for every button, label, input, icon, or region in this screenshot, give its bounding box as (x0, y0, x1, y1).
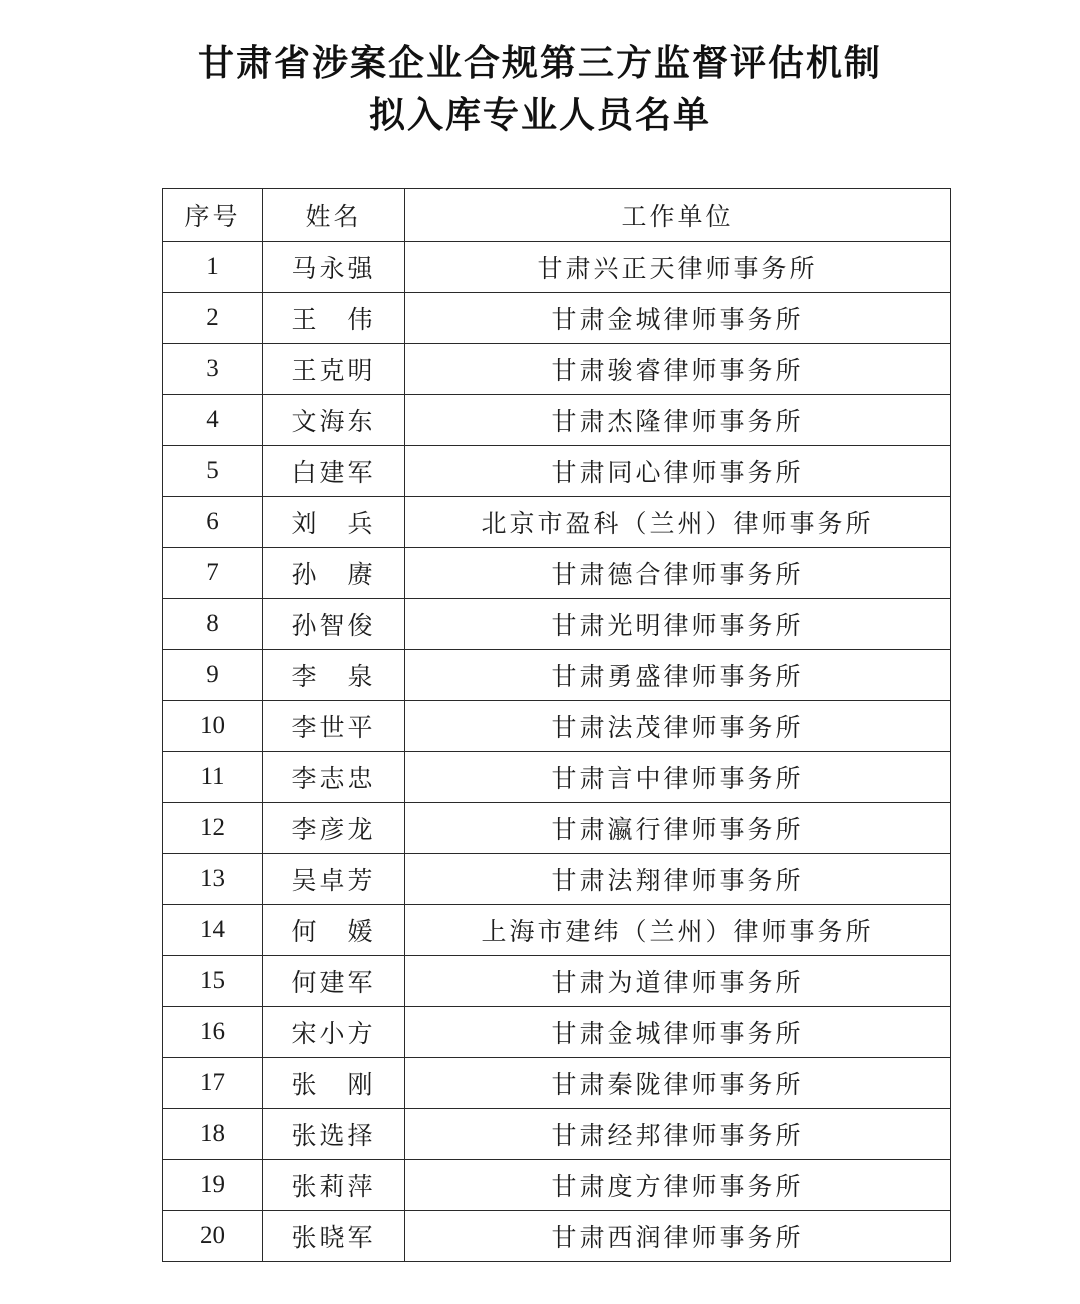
serial-number-cell: 4 (163, 395, 263, 446)
table-row (163, 446, 951, 497)
work-unit-cell: 甘肃德合律师事务所 (405, 548, 951, 599)
work-unit-cell: 北京市盈科（兰州）律师事务所 (405, 497, 951, 548)
document-subtitle: 拟入库专业人员名单 (368, 95, 711, 136)
name-cell: 李彦龙 (263, 803, 405, 854)
table-header-row (163, 189, 951, 242)
serial-number-cell: 12 (163, 803, 263, 854)
serial-number-cell: 7 (163, 548, 263, 599)
name-cell: 孙 赓 (263, 548, 405, 599)
name-cell: 王 伟 (263, 293, 405, 344)
work-unit-cell: 甘肃为道律师事务所 (405, 956, 951, 1007)
serial-number-cell: 3 (163, 344, 263, 395)
name-cell: 孙智俊 (263, 599, 405, 650)
table-row (163, 803, 951, 854)
table-row (163, 752, 951, 803)
table-row (163, 1058, 951, 1109)
table-row (163, 650, 951, 701)
serial-number-cell: 20 (163, 1211, 263, 1262)
work-unit-cell: 甘肃秦陇律师事务所 (405, 1058, 951, 1109)
name-cell: 何 媛 (263, 905, 405, 956)
serial-number-cell: 16 (163, 1007, 263, 1058)
name-cell: 李世平 (263, 701, 405, 752)
table-row (163, 854, 951, 905)
serial-number-cell: 10 (163, 701, 263, 752)
name-cell: 李志忠 (263, 752, 405, 803)
name-cell: 张选择 (263, 1109, 405, 1160)
serial-number-cell: 19 (163, 1160, 263, 1211)
name-cell: 白建军 (263, 446, 405, 497)
work-unit-cell: 甘肃瀛行律师事务所 (405, 803, 951, 854)
name-cell: 文海东 (263, 395, 405, 446)
work-unit-cell: 甘肃西润律师事务所 (405, 1211, 951, 1262)
name-cell: 张晓军 (263, 1211, 405, 1262)
work-unit-cell: 甘肃骏睿律师事务所 (405, 344, 951, 395)
header-name: 姓名 (263, 189, 405, 242)
serial-number-cell: 5 (163, 446, 263, 497)
work-unit-cell: 甘肃杰隆律师事务所 (405, 395, 951, 446)
serial-number-cell: 13 (163, 854, 263, 905)
serial-number-cell: 8 (163, 599, 263, 650)
name-cell: 王克明 (263, 344, 405, 395)
work-unit-cell: 甘肃兴正天律师事务所 (405, 242, 951, 293)
serial-number-cell: 2 (163, 293, 263, 344)
work-unit-cell: 甘肃法翔律师事务所 (405, 854, 951, 905)
work-unit-cell: 甘肃度方律师事务所 (405, 1160, 951, 1211)
table-row (163, 1109, 951, 1160)
work-unit-cell: 甘肃同心律师事务所 (405, 446, 951, 497)
work-unit-cell: 甘肃言中律师事务所 (405, 752, 951, 803)
table-body (163, 242, 951, 1262)
header-work-unit: 工作单位 (405, 189, 951, 242)
work-unit-cell: 上海市建纬（兰州）律师事务所 (405, 905, 951, 956)
name-cell: 吴卓芳 (263, 854, 405, 905)
name-cell: 宋小方 (263, 1007, 405, 1058)
work-unit-cell: 甘肃金城律师事务所 (405, 293, 951, 344)
document-title: 甘肃省涉案企业合规第三方监督评估机制 (197, 43, 882, 84)
serial-number-cell: 18 (163, 1109, 263, 1160)
table-row (163, 395, 951, 446)
table-row (163, 497, 951, 548)
serial-number-cell: 11 (163, 752, 263, 803)
table-row (163, 1211, 951, 1262)
serial-number-cell: 6 (163, 497, 263, 548)
name-cell: 李 泉 (263, 650, 405, 701)
table-row (163, 293, 951, 344)
serial-number-cell: 14 (163, 905, 263, 956)
name-cell: 何建军 (263, 956, 405, 1007)
table-row (163, 956, 951, 1007)
serial-number-cell: 1 (163, 242, 263, 293)
table-row (163, 599, 951, 650)
work-unit-cell: 甘肃勇盛律师事务所 (405, 650, 951, 701)
table-row (163, 344, 951, 395)
serial-number-cell: 9 (163, 650, 263, 701)
personnel-table (162, 188, 951, 1262)
work-unit-cell: 甘肃光明律师事务所 (405, 599, 951, 650)
name-cell: 张莉萍 (263, 1160, 405, 1211)
serial-number-cell: 15 (163, 956, 263, 1007)
serial-number-cell: 17 (163, 1058, 263, 1109)
table-row (163, 242, 951, 293)
table-row (163, 1160, 951, 1211)
name-cell: 刘 兵 (263, 497, 405, 548)
header-serial-number: 序号 (163, 189, 263, 242)
work-unit-cell: 甘肃经邦律师事务所 (405, 1109, 951, 1160)
work-unit-cell: 甘肃金城律师事务所 (405, 1007, 951, 1058)
table-row (163, 1007, 951, 1058)
name-cell: 马永强 (263, 242, 405, 293)
table-row (163, 905, 951, 956)
table-row (163, 701, 951, 752)
work-unit-cell: 甘肃法茂律师事务所 (405, 701, 951, 752)
table-row (163, 548, 951, 599)
name-cell: 张 刚 (263, 1058, 405, 1109)
